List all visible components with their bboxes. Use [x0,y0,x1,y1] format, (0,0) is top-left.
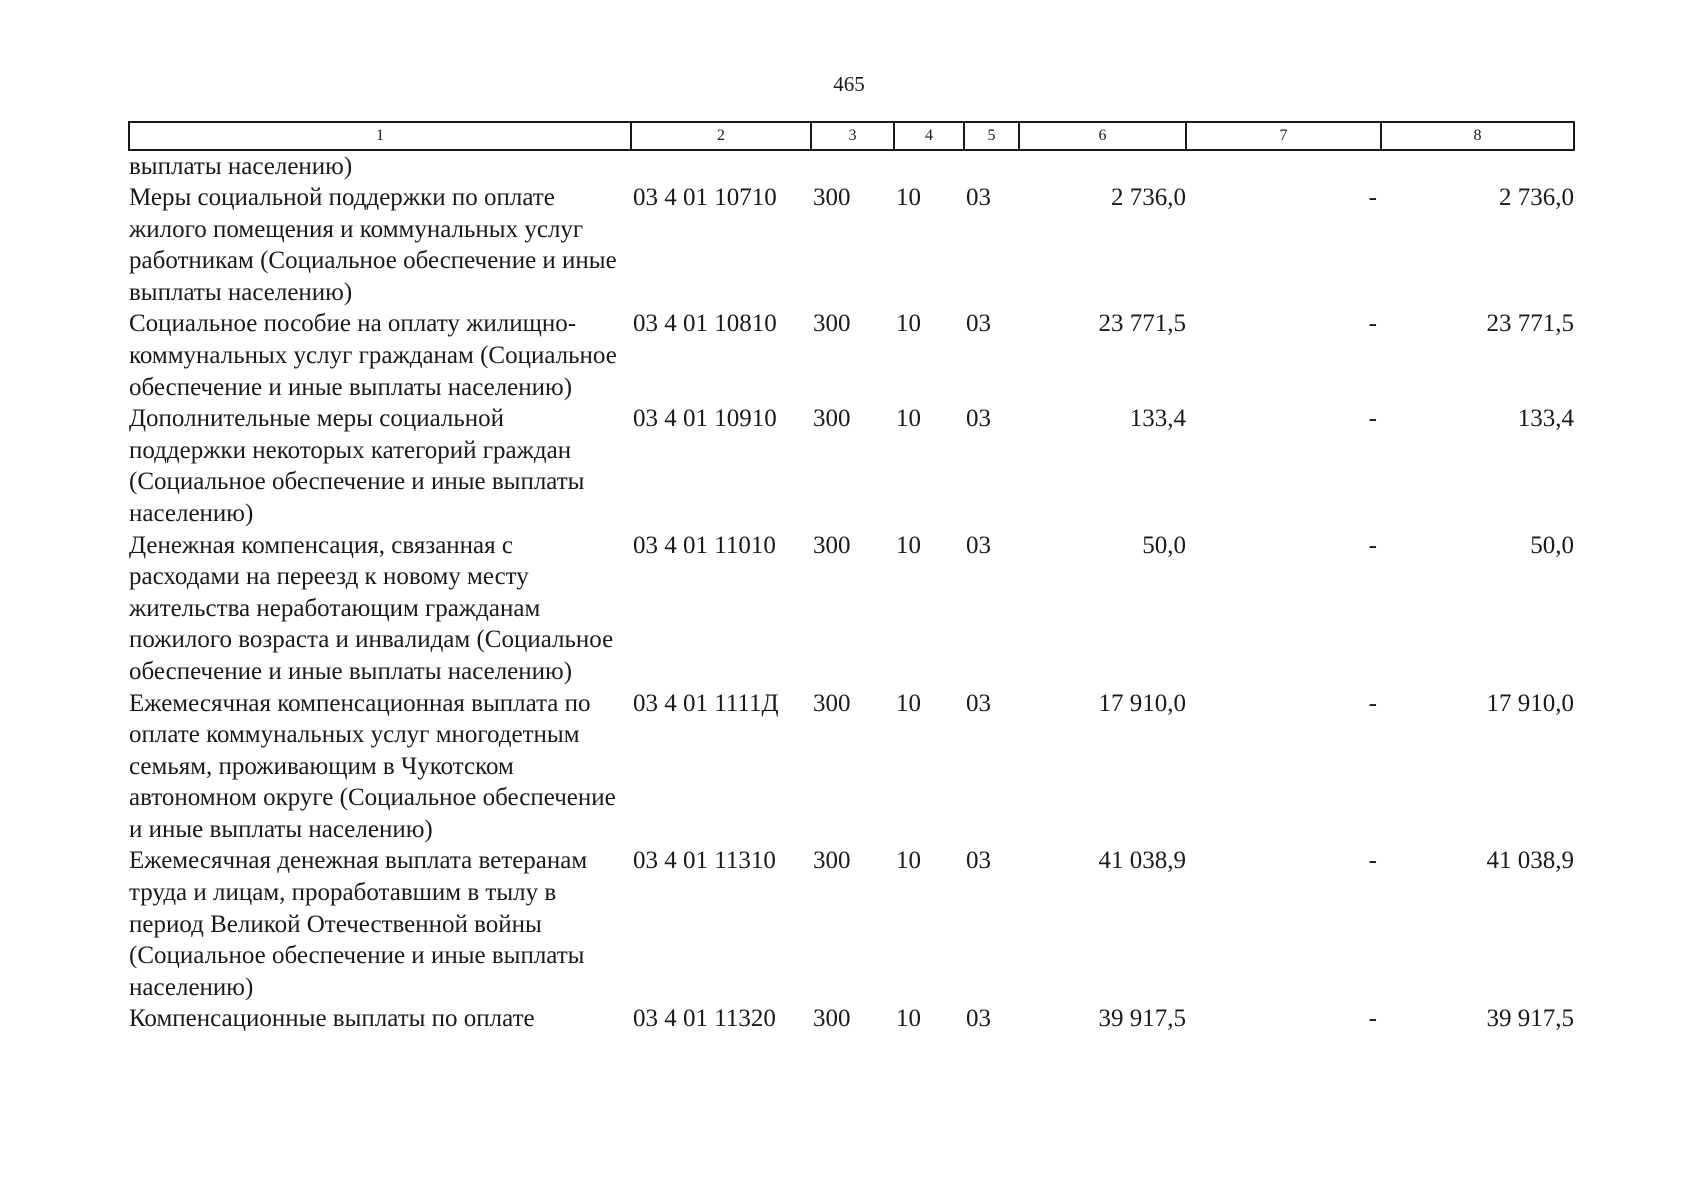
row-subsection: 03 [966,1005,991,1033]
budget-table [128,121,1575,1035]
table-row [129,845,1574,1003]
row-expense-type: 300 [813,184,851,211]
row-subsection: 03 [966,184,991,211]
row-subsection: 03 [966,405,991,433]
row-amount: 50,0 [1142,531,1186,559]
header-col-2: 2 [631,122,811,150]
row-change: - [1368,184,1377,211]
header-col-7: 7 [1186,122,1381,150]
row-expense-type: 300 [813,310,851,338]
row-section: 10 [896,689,921,717]
row-total: 133,4 [1517,405,1574,433]
row-name: Денежная компенсация, связанная с расходами на переезд к новому месту жительства неработающим гражданам пожилого возраста и инвалидам (Социальное обеспечение и иные выплаты населению) [129,531,614,685]
row-expense-type: 300 [813,531,851,559]
row-change: - [1368,531,1377,559]
row-subsection: 03 [966,847,991,875]
row-amount: 23 771,5 [1098,310,1186,338]
table-header [129,122,1574,150]
row-code: 03 4 01 11320 [633,1005,776,1033]
row-total: 17 910,0 [1486,689,1574,717]
row-amount: 17 910,0 [1098,689,1186,717]
table-row [129,403,1574,529]
table-row [129,308,1574,403]
row-expense-type: 300 [813,689,851,717]
row-total: 2 736,0 [1499,184,1574,211]
row-code: 03 4 01 1111Д [633,689,779,717]
header-col-4: 4 [894,122,964,150]
row-section: 10 [896,310,921,338]
row-code: 03 4 01 10710 [633,184,777,211]
budget-table-container [128,121,1573,1035]
row-name: Компенсационные выплаты по оплате [129,1005,535,1033]
row-expense-type: 300 [813,847,851,875]
header-col-3: 3 [811,122,894,150]
row-code: 03 4 01 11010 [633,531,776,559]
row-amount: 41 038,9 [1098,847,1186,875]
row-total: 23 771,5 [1486,310,1574,338]
row-name: Ежемесячная компенсационная выплата по оплате коммунальных услуг многодетным семьям, проживающим в Чукотском автономном округе (Социальное обеспечение и иные выплаты населению) [129,689,616,843]
row-name: Ежемесячная денежная выплата ветеранам труда и лицам, проработавшим в тылу в период Великой Отечественной войны (Социальное обеспечение и иные выплаты населению) [129,847,588,1001]
row-amount: 39 917,5 [1098,1005,1186,1033]
header-row [129,122,1574,150]
continuation-text: выплаты населению) [129,153,353,180]
row-section: 10 [896,531,921,559]
row-section: 10 [896,405,921,433]
row-change: - [1368,405,1377,433]
header-col-6: 6 [1019,122,1186,150]
table-row [129,688,1574,846]
row-name: Меры социальной поддержки по оплате жилого помещения и коммунальных услуг работникам (Социальное обеспечение и иные выплаты населению) [129,184,617,306]
row-name: Дополнительные меры социальной поддержки некоторых категорий граждан (Социальное обеспечение и иные выплаты населению) [129,405,585,527]
row-amount: 2 736,0 [1111,184,1186,211]
row-subsection: 03 [966,689,991,717]
header-col-1: 1 [129,122,631,150]
row-total: 50,0 [1530,531,1574,559]
row-change: - [1368,847,1377,875]
row-expense-type: 300 [813,405,851,433]
continuation-row [129,150,1574,182]
row-change: - [1368,1005,1377,1033]
table-body [129,150,1574,1035]
row-total: 41 038,9 [1486,847,1574,875]
row-code: 03 4 01 10810 [633,310,777,338]
table-row [129,530,1574,688]
header-col-8: 8 [1381,122,1574,150]
table-row [129,182,1574,308]
row-section: 10 [896,847,921,875]
row-section: 10 [896,184,921,211]
row-total: 39 917,5 [1486,1005,1574,1033]
row-name: Социальное пособие на оплату жилищно-коммунальных услуг гражданам (Социальное обеспечение и иные выплаты населению) [129,310,617,401]
row-section: 10 [896,1005,921,1033]
row-subsection: 03 [966,310,991,338]
header-col-5: 5 [964,122,1019,150]
row-change: - [1368,689,1377,717]
row-change: - [1368,310,1377,338]
row-subsection: 03 [966,531,991,559]
row-code: 03 4 01 10910 [633,405,777,433]
row-expense-type: 300 [813,1005,851,1033]
row-amount: 133,4 [1129,405,1186,433]
row-code: 03 4 01 11310 [633,847,776,875]
page-number: 465 [833,72,865,96]
table-row [129,1003,1574,1035]
